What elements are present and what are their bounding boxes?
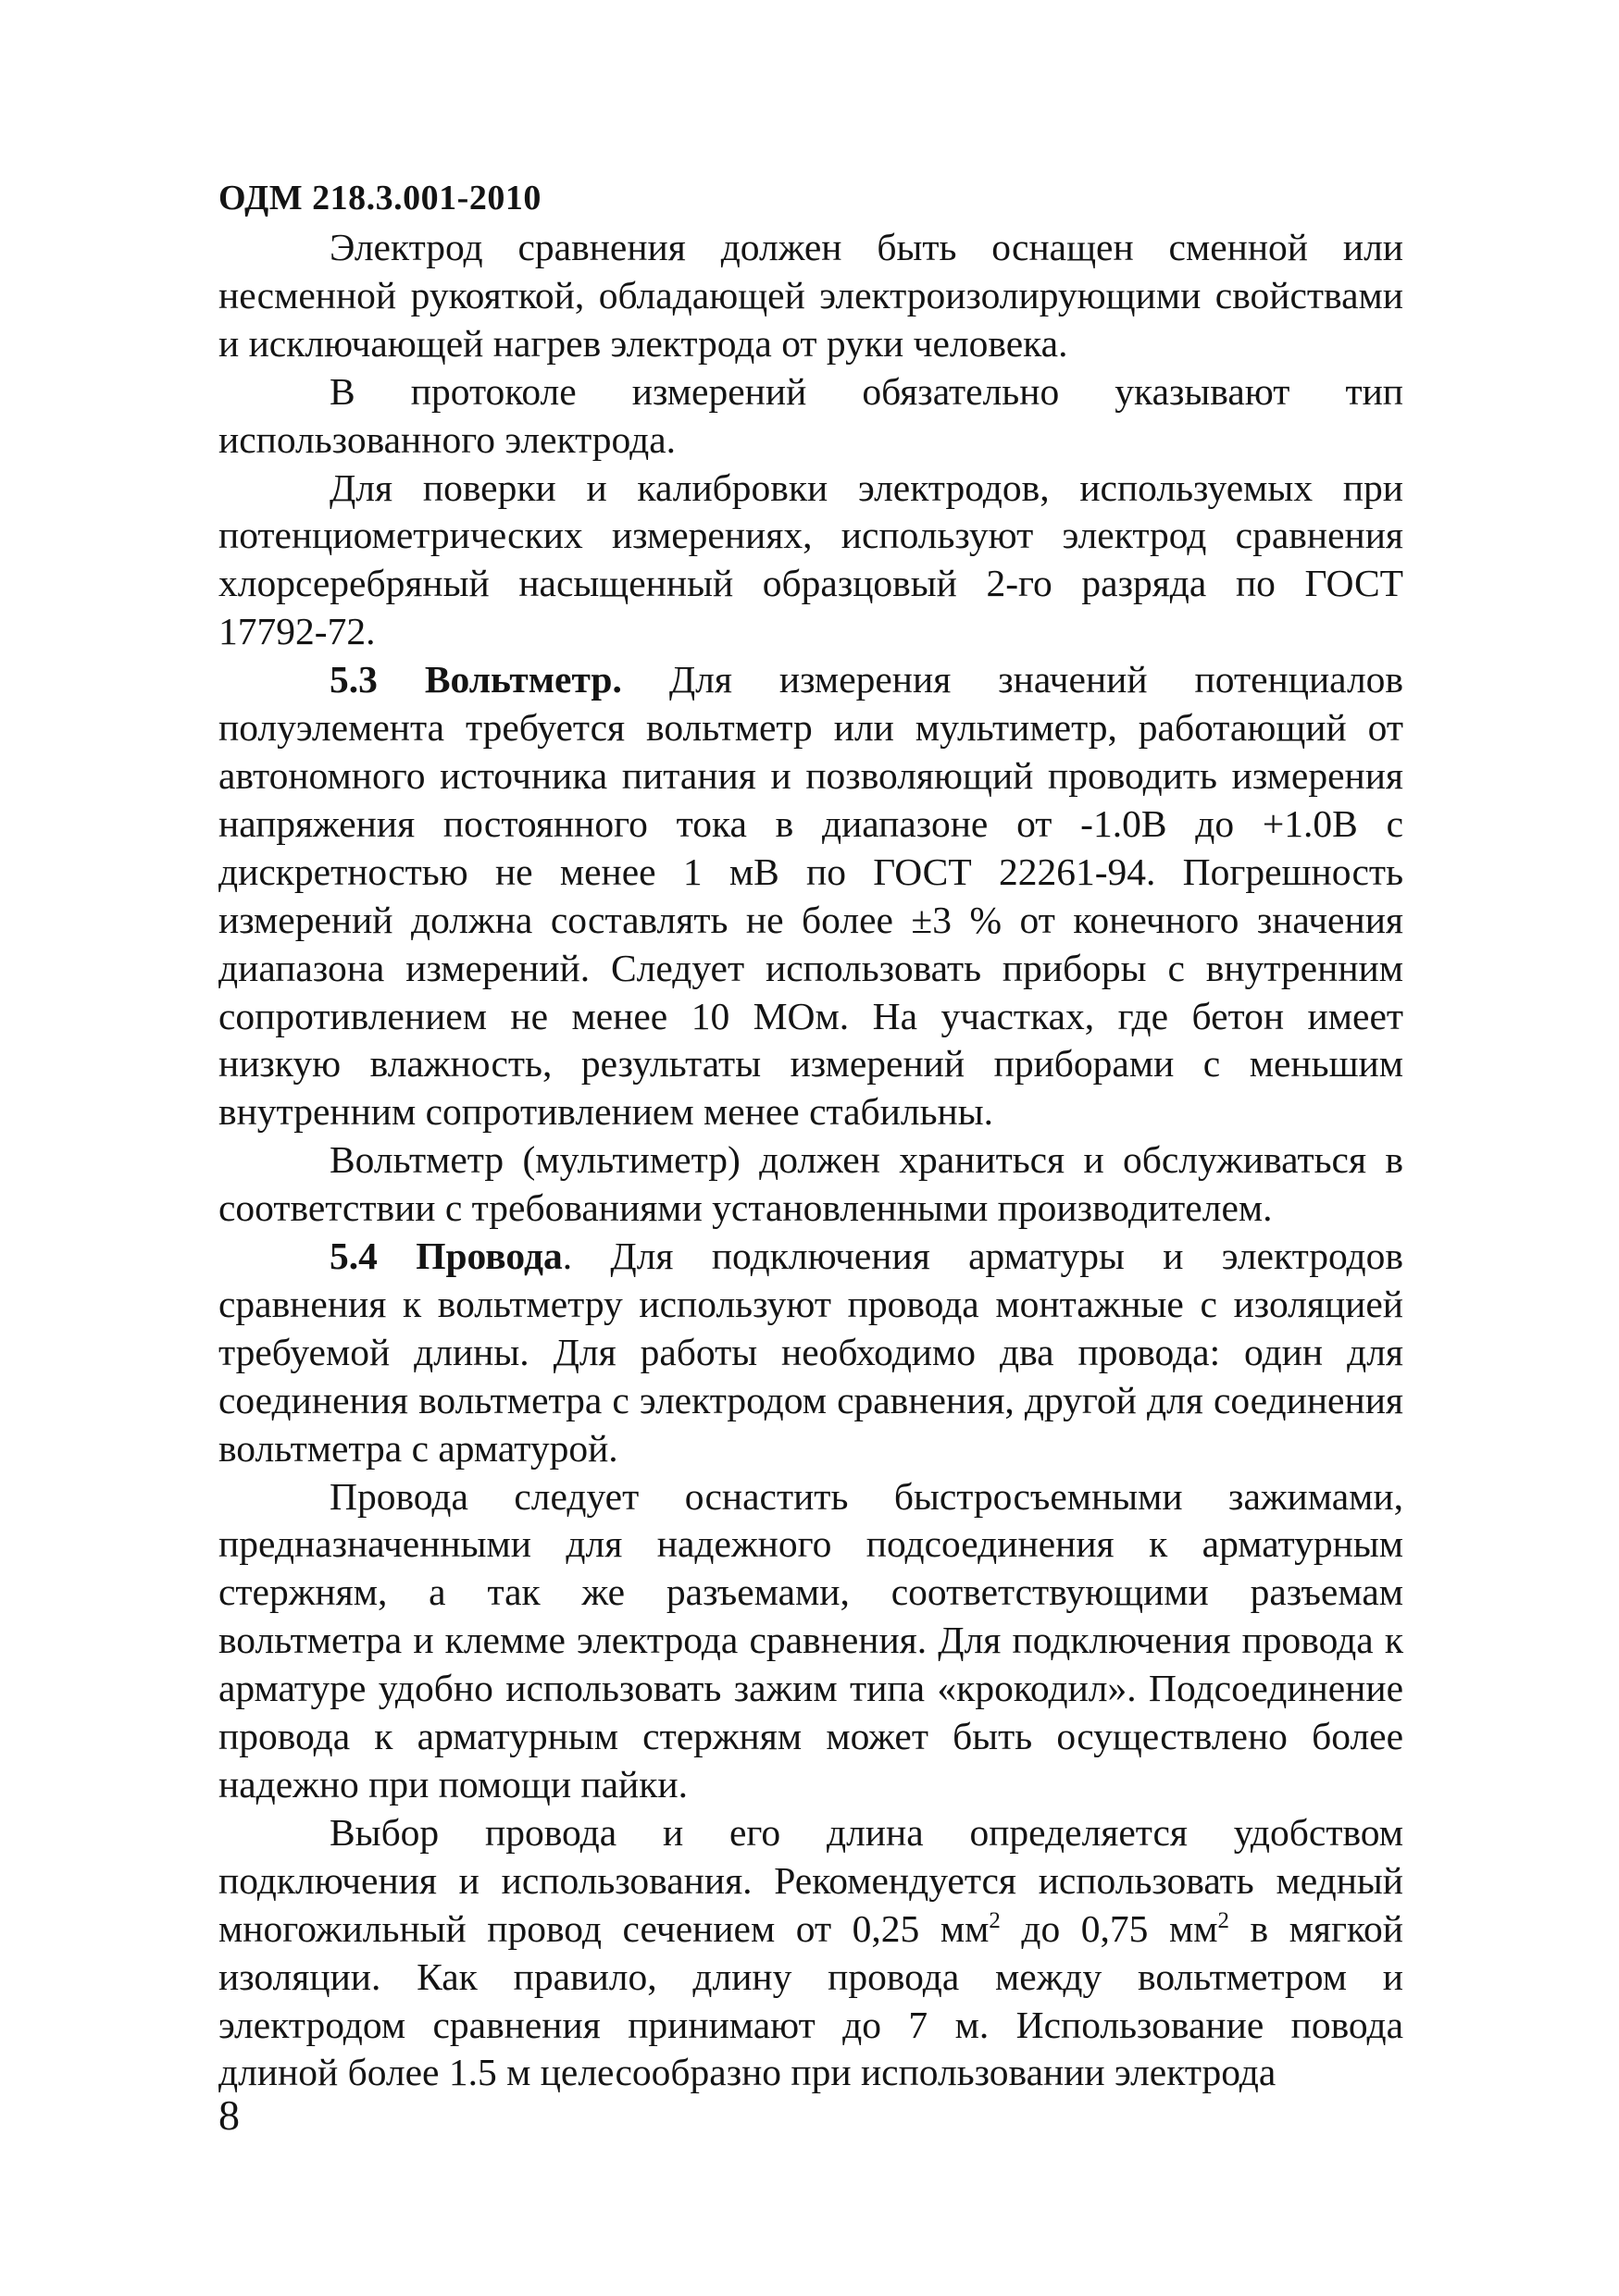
paragraph-voltmeter-text: Для измерения значений потенциалов полуэлемента требуется вольтметр или мультиметр, работающий от автономного источника питания и позволяющий проводить измерения напряжения постоянного тока в диапазоне от -1.0В до +1.0В с дискретностью не менее 1 мВ по ГОСТ 22261-94. Погрешность измерений должна составлять не более ±3 % от конечного значения диапазона измерений. Следует использовать приборы с внутренним сопротивлением не менее 10 МОм. На участках, где бетон имеет низкую влажность, результаты измерений приборами с меньшим внутренним сопротивлением менее стабильны. <box>218 658 1403 1134</box>
superscript-squared: 2 <box>1217 1907 1229 1933</box>
superscript-squared: 2 <box>989 1907 1001 1933</box>
wire-selection-text-c: в мягкой изоляции. Как правило, длину провода между вольтметром и электродом сравнения принимают до 7 м. Использование повода длиной более 1.5 м целесообразно при использовании электрода <box>218 1906 1403 2094</box>
body-text <box>218 224 1403 2097</box>
paragraph-reference-electrode-handle: Электрод сравнения должен быть оснащен сменной или несменной рукояткой, обладающей электроизолирующими свойствами и исключающей нагрев электрода от руки человека. <box>218 226 1403 365</box>
paragraph-voltmeter-maintenance: Вольтметр (мультиметр) должен храниться и обслуживаться в соответствии с требованиями установленными производителем. <box>218 1138 1403 1230</box>
paragraph-protocol-electrode-type: В протоколе измерений обязательно указывают тип использованного электрода. <box>218 369 1403 461</box>
section-heading-wires: 5.4 Провода <box>330 1235 563 1278</box>
paragraph-wires-text: . Для подключения арматуры и электродов сравнения к вольтметру используют провода монтажные с изоляцией требуемой длины. Для работы необходимо два провода: один для соединения вольтметра с электродом сравнения, другой для соединения вольтметра с арматурой. <box>218 1235 1403 1470</box>
paragraph-voltmeter <box>218 656 1403 1136</box>
paragraph-wire-clamps: Провода следует оснастить быстросъемными зажимами, предназначенными для надежного подсоединения к арматурным стержням, а так же разъемами, соответствующими разъемам вольтметра и клемме электрода сравнения. Для подключения провода к арматуре удобно использовать зажим типа «крокодил». Подсоединение провода к арматурным стержням может быть осуществлено более надежно при помощи пайки. <box>218 1474 1403 1806</box>
page-number: 8 <box>218 2091 240 2139</box>
section-heading-voltmeter: 5.3 Вольтметр. <box>330 658 622 701</box>
paragraph-wires <box>218 1233 1403 1473</box>
wire-selection-text-b: до 0,75 мм <box>1000 1906 1218 1950</box>
document-code-header: ОДМ 218.3.001-2010 <box>218 179 542 217</box>
wire-selection-text-a: Выбор провода и его длина определяется удобством подключения и использования. Рекомендуется использовать медный многожильный провод сечением от 0,25 мм <box>218 1810 1403 1950</box>
paragraph-wire-selection <box>218 1809 1403 2097</box>
paragraph-electrode-calibration: Для поверки и калибровки электродов, используемых при потенциометрических измерениях, используют электрод сравнения хлорсеребряный насыщенный образцовый 2-го разряда по ГОСТ 17792-72. <box>218 465 1403 653</box>
